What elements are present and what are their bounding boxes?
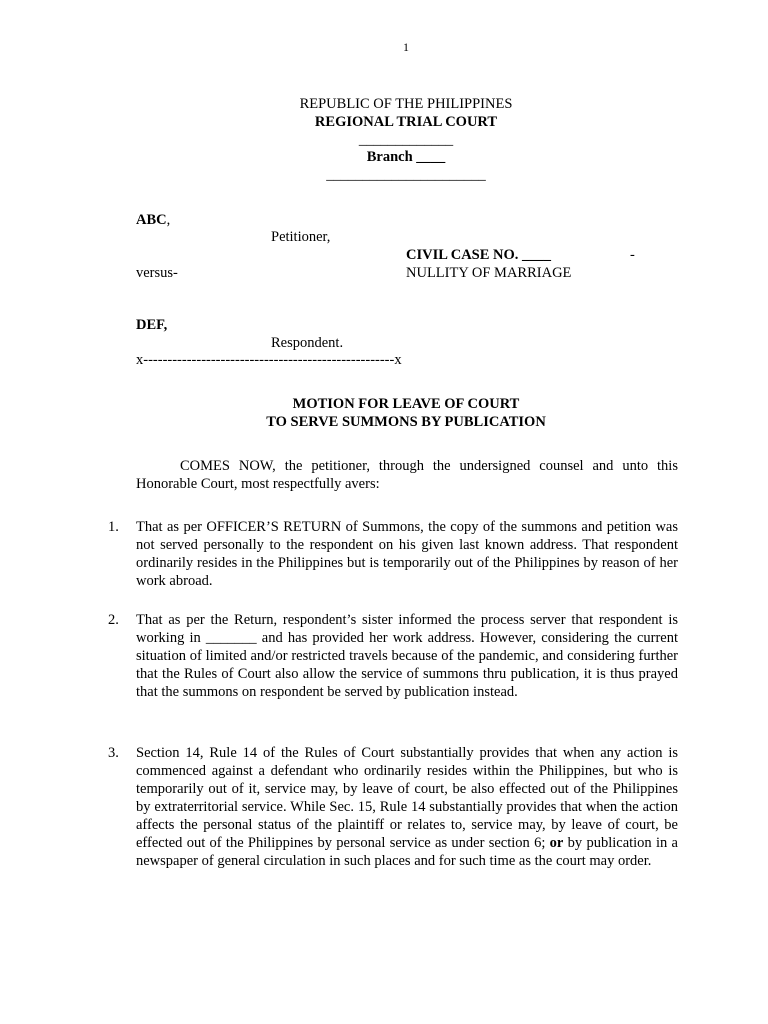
item-3-text-before: Section 14, Rule 14 of the Rules of Court substantially provides that when any action is commenced against a defendant who ordinarily resides within the Philippines, but who is temporarily out of it, service may, by leave of court, be also effected out of the Philippines by extraterritorial service. While Sec. 15, Rule 14 substantially provides that when the action affects the personal status of the plaintiff or relates to, service may, by leave of court, be effected out of the Philippines by personal service as under section 6;: [136, 745, 678, 851]
item-paragraph-1: That as per OFFICER’S RETURN of Summons, the copy of the summons and petition was not served personally to the respondent on his given last known address. That respondent ordinarily resides in the Philippines but is temporarily out of the Philippines by reason of her work abroad.: [136, 519, 678, 589]
header-court: REGIONAL TRIAL COURT: [314, 114, 498, 130]
item-number-2: 2.: [108, 612, 119, 628]
item-3-text-after: by publication in a newspaper of general circulation in such places and for such time as the court may order.: [136, 835, 678, 869]
case-type: NULLITY OF MARRIAGE: [406, 265, 572, 281]
item-paragraph-3: [136, 744, 678, 870]
case-number: CIVIL CASE NO. ____: [406, 247, 552, 263]
intro-paragraph: [136, 457, 678, 493]
header-blank-line: _____________: [358, 132, 454, 148]
intro-text: , the petitioner, through the undersigned counsel and unto this Honorable Court, most respectfully avers:: [136, 458, 678, 492]
comes-now: COMES NOW: [180, 458, 273, 474]
item-3-bold-or: or: [549, 835, 564, 851]
petitioner-label: Petitioner,: [271, 229, 331, 245]
caption-separator: x----------------------------------------------------x: [136, 352, 402, 368]
header-republic: REPUBLIC OF THE PHILIPPINES: [299, 96, 513, 112]
versus-label: versus-: [136, 265, 178, 281]
petitioner-name: [136, 211, 170, 229]
page-number: 1: [403, 40, 409, 54]
case-dash: -: [630, 247, 635, 263]
motion-title-line2: TO SERVE SUMMONS BY PUBLICATION: [266, 414, 546, 430]
petitioner-comma: ,: [166, 212, 171, 228]
item-paragraph-2: That as per the Return, respondent’s sister informed the process server that respondent is working in _______ and has provided her work address. However, considering the current situation of limited and/or restricted travels because of the pandemic, and considering further that the Rules of Court also allow the service of summons thru publication, it is thus prayed that the summons on respondent be served by publication instead.: [136, 612, 678, 700]
petitioner-name-text: ABC: [136, 212, 167, 228]
item-number-3: 3.: [108, 745, 119, 761]
item-number-1: 1.: [108, 519, 119, 535]
motion-title-line1: MOTION FOR LEAVE OF COURT: [292, 396, 520, 412]
respondent-name: DEF,: [136, 317, 168, 333]
header-blank-line-2: ______________________: [326, 167, 486, 183]
header-branch: Branch ____: [366, 149, 446, 165]
respondent-label: Respondent.: [271, 335, 344, 351]
